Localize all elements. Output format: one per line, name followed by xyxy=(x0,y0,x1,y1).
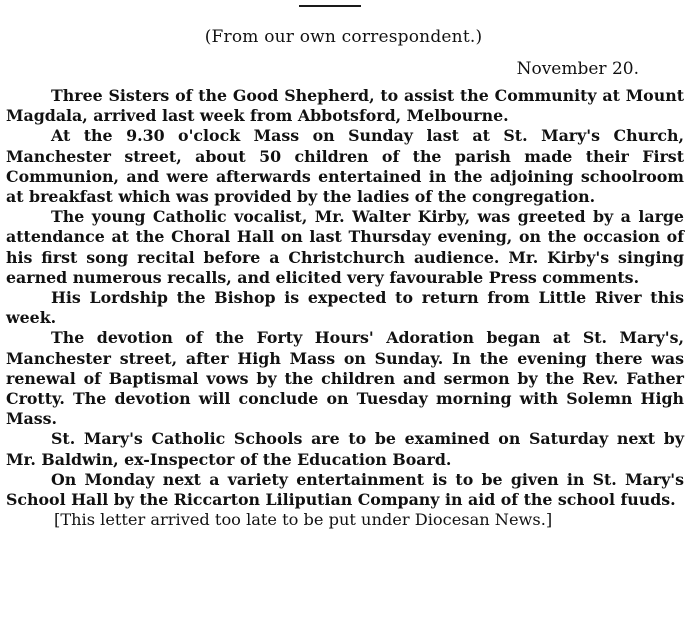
paragraph-schools-exam: St. Mary's Catholic Schools are to be examined on Saturday next by Mr. Baldwin, ex-Inspector of the Education Board. xyxy=(6,429,684,469)
header-rule xyxy=(299,5,361,7)
paragraph-sisters-arrival: Three Sisters of the Good Shepherd, to assist the Community at Mount Magdala, arrived last week from Abbotsford, Melbourne. xyxy=(6,86,684,126)
paragraph-first-communion: At the 9.30 o'clock Mass on Sunday last at St. Mary's Church, Manchester street, about 50 children of the parish made their First Communion, and were afterwards entertained in the adjoining schoolroom at breakfast which was provided by the ladies of the congregation. xyxy=(6,126,684,207)
correspondent-line: (From our own correspondent.) xyxy=(204,27,483,47)
article-body xyxy=(6,86,684,530)
paragraph-forty-hours: The devotion of the Forty Hours' Adoration began at St. Mary's, Manchester street, after High Mass on Sunday. In the evening there was renewal of Baptismal vows by the children and sermon by the Rev. Father Crotty. The devotion will conclude on Tuesday morning with Solemn High Mass. xyxy=(6,328,684,429)
editor-note: [This letter arrived too late to be put under Diocesan News.] xyxy=(54,510,553,530)
paragraph-bishop: His Lordship the Bishop is expected to return from Little River this week. xyxy=(6,288,684,328)
paragraph-entertainment: On Monday next a variety entertainment is to be given in St. Mary's School Hall by the Riccarton Liliputian Company in aid of the school fuuds. xyxy=(6,469,684,510)
dateline: November 20. xyxy=(516,59,639,79)
paragraph-vocalist: The young Catholic vocalist, Mr. Walter Kirby, was greeted by a large attendance at the Choral Hall on last Thursday evening, on the occasion of his first song recital before a Christchurch audience. Mr. Kirby's singing earned numerous recalls, and elicited very favourable Press comments. xyxy=(6,207,684,287)
